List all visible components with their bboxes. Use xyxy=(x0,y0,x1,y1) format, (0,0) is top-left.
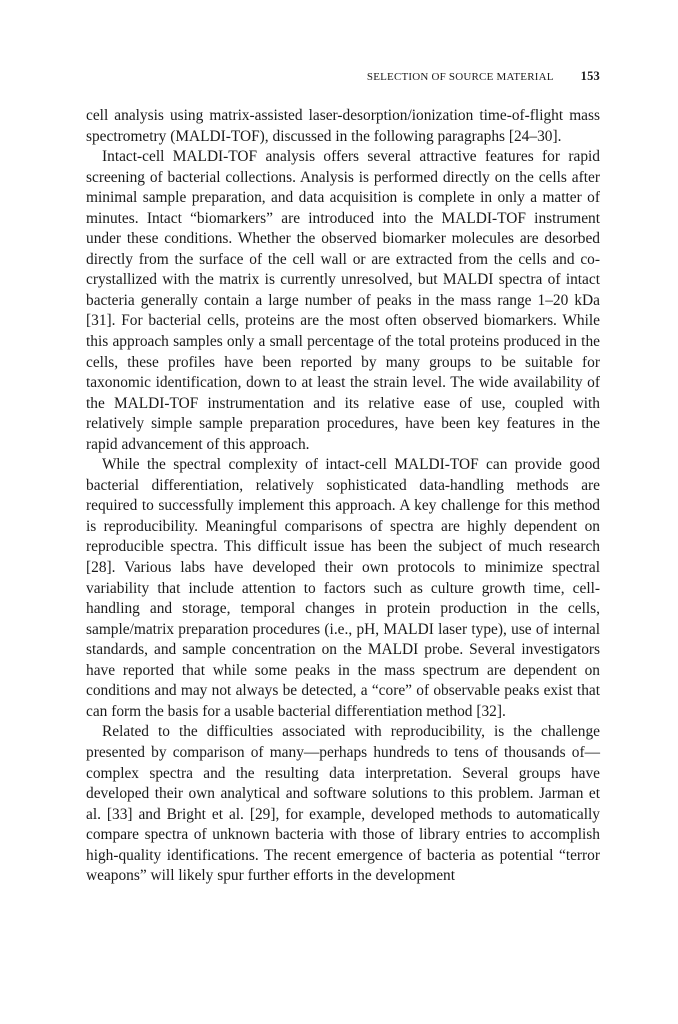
running-title: SELECTION OF SOURCE MATERIAL xyxy=(366,71,554,83)
page-number: 153 xyxy=(580,69,600,83)
body-text xyxy=(86,106,600,887)
paragraph: While the spectral complexity of intact-cell MALDI-TOF can provide good bacterial differentiation, relatively sophisticated data-handling methods are required to successfully implement this approach. A key challenge for this method is reproducibility. Meaningful comparisons of spectra are highly dependent on reproducible spectra. This difficult issue has been the subject of much research [28]. Various labs have developed their own protocols to minimize spectral variability that include attention to factors such as culture growth time, cell-handling and storage, temporal changes in protein production in the cells, sample/matrix preparation procedures (i.e., pH, MALDI laser type), use of internal standards, and sample concentration on the MALDI probe. Several investigators have reported that while some peaks in the mass spectrum are dependent on conditions and may not always be detected, a “core” of observable peaks exist that can form the basis for a usable bacterial differentiation method [32]. xyxy=(86,456,600,720)
paragraph-continued: cell analysis using matrix-assisted laser-desorption/ionization time-of-flight mass spectrometry (MALDI-TOF), discussed in the following paragraphs [24–30]. xyxy=(86,107,600,145)
paragraph: Intact-cell MALDI-TOF analysis offers several attractive features for rapid screening of bacterial collections. Analysis is performed directly on the cells after minimal sample preparation, and data acquisition is complete in only a matter of minutes. Intact “biomarkers” are introduced into the MALDI-TOF instrument under these conditions. Whether the observed biomarker molecules are desorbed directly from the surface of the cell wall or are extracted from the cells and co-crystallized with the matrix is currently unresolved, but MALDI spectra of intact bacteria generally contain a large number of peaks in the mass range 1–20 kDa [31]. For bacterial cells, proteins are the most often observed biomarkers. While this approach samples only a small percentage of the total proteins produced in the cells, these profiles have been reported by many groups to be suitable for taxonomic identification, down to at least the strain level. The wide availability of the MALDI-TOF instrumentation and its relative ease of use, coupled with relatively simple sample preparation procedures, have been key features in the rapid advancement of this approach. xyxy=(86,148,600,453)
book-page xyxy=(86,66,600,887)
running-head xyxy=(86,66,600,86)
paragraph: Related to the difficulties associated with reproducibility, is the challenge presented by comparison of many—perhaps hundreds to tens of thousands of—complex spectra and the resulting data interpretation. Several groups have developed their own analytical and software solutions to this problem. Jarman et al. [33] and Bright et al. [29], for example, developed methods to automatically compare spectra of unknown bacteria with those of library entries to accomplish high-quality identifications. The recent emergence of bacteria as potential “terror weapons” will likely spur further efforts in the development xyxy=(86,723,600,885)
